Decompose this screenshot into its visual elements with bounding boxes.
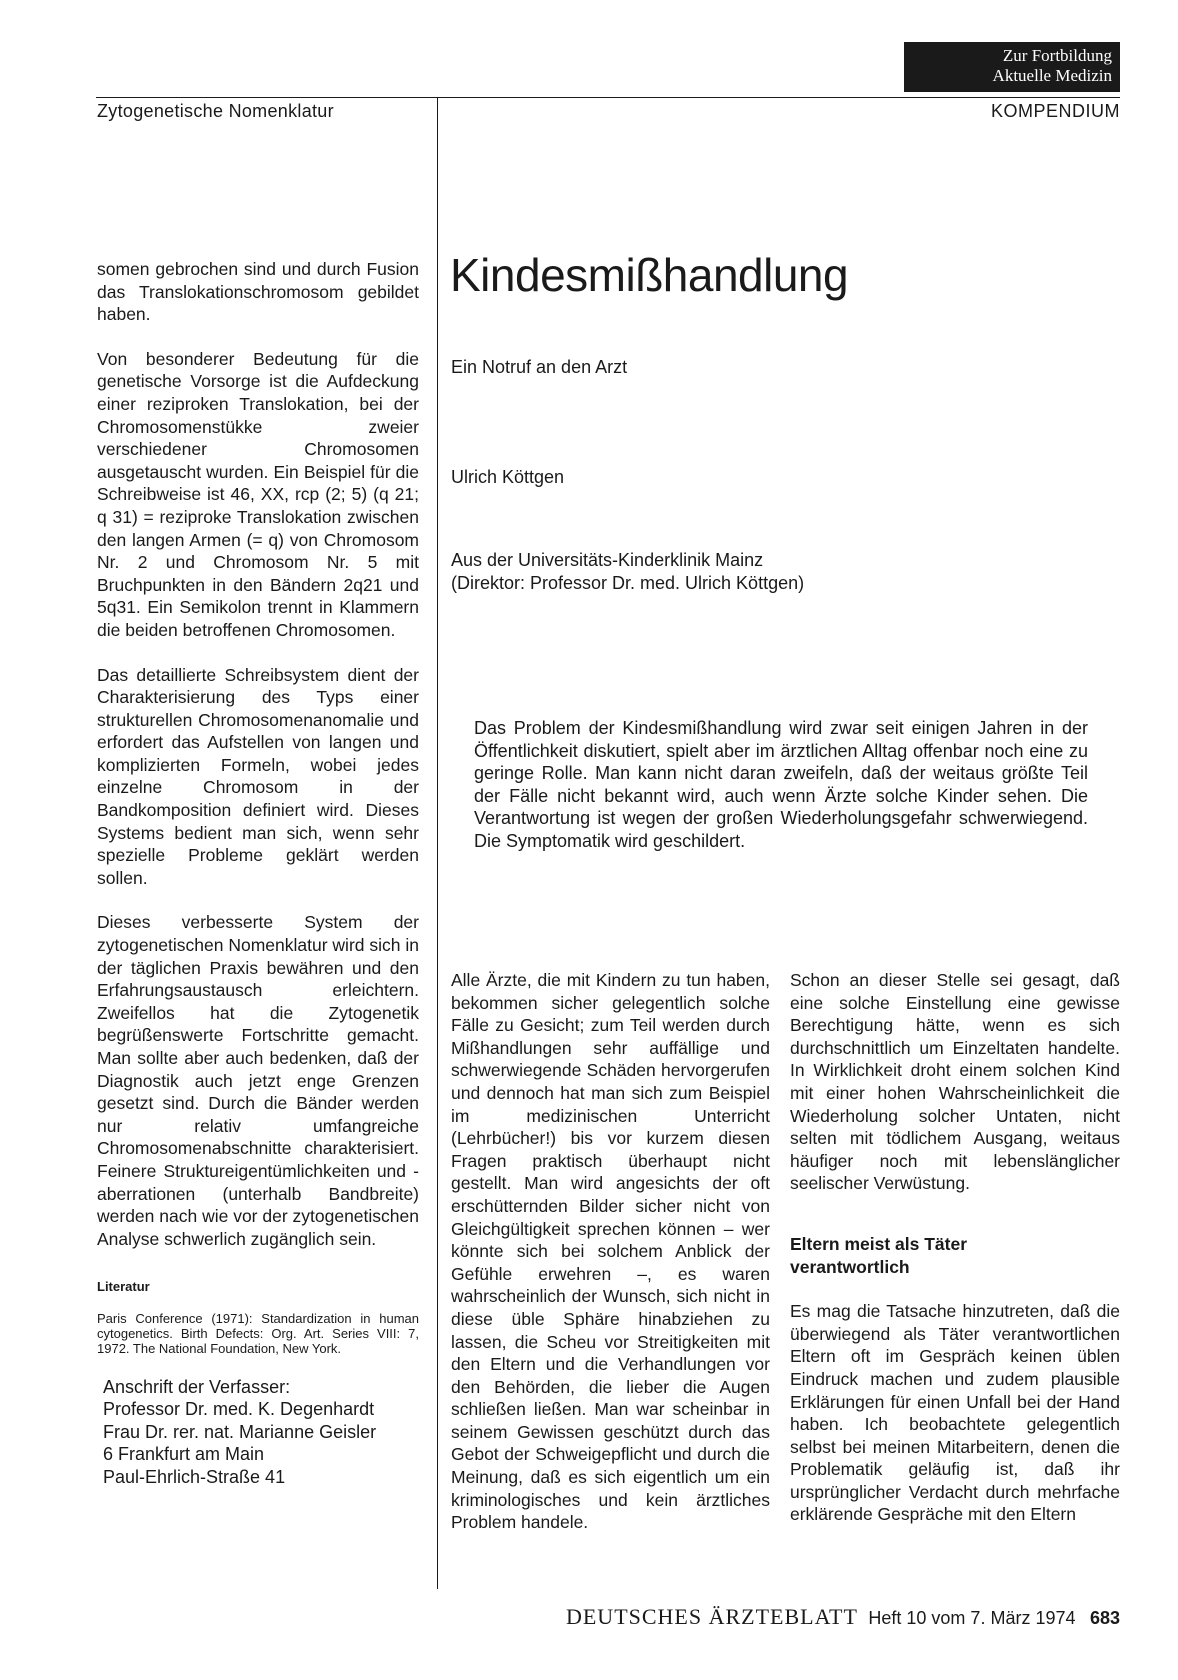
address-line: Paul-Ehrlich-Straße 41: [103, 1466, 286, 1487]
left-paragraph-2: Von besonderer Bedeutung für die genetische Vorsorge ist die Aufdeckung einer reziproken Translokation, bei der Chromosomenstükke zweier verschiedener Chromosomen ausgetauscht wurden. Ein Beispiel für die Schreibweise ist 46, XX, rcp (2; 5) (q 21; q 31) = reziproke Translokation zwischen den langen Armen (= q) von Chromosom Nr. 2 und Chromosom Nr. 5 mit Bruchpunkten in den Bändern 2q21 und 5q31. Ein Semikolon trennt in Klammern die beiden betroffenen Chromosomen.: [97, 348, 419, 640]
address-line: Frau Dr. rer. nat. Marianne Geisler: [103, 1421, 377, 1442]
right-paragraph-2: Es mag die Tatsache hinzutreten, daß die überwiegend als Täter verantwortlichen Eltern oft im Gespräch keinen üblen Eindruck machen und zudem plausible Erklärungen für einen Unfall bei der Hand haben. Ich beobachtete gelegentlich selbst bei meinen Mitarbeitern, denen die Problematik geläufig ist, daß ihr ursprünglicher Verdacht durch mehrfache erklärende Gespräche mit den Eltern: [790, 1301, 1120, 1525]
author-affiliation: [451, 549, 804, 595]
literature-heading: Literatur: [97, 1279, 150, 1295]
affiliation-line-1: Aus der Universitäts-Kinderklinik Mainz: [451, 550, 764, 570]
page-footer: [494, 1604, 1120, 1630]
running-title: Zytogenetische Nomenklatur: [97, 101, 334, 121]
right-paragraph-1: Schon an dieser Stelle sei gesagt, daß eine solche Einstellung eine gewisse Berechtigung hätte, wenn es sich durchschnittlich um Einzeltaten handelte. In Wirklichkeit droht einem solchen Kind mit einer hohen Wahrscheinlichkeit die Wiederholung solcher Untaten, nicht selten mit tödlichem Ausgang, weitaus häufiger noch mit lebenslänglicher seelischer Verwüstung.: [790, 970, 1120, 1194]
address-line: 6 Frankfurt am Main: [103, 1444, 265, 1465]
middle-column: [451, 969, 770, 1556]
journal-name: DEUTSCHES ÄRZTEBLATT: [565, 1604, 858, 1629]
section-label: KOMPENDIUM: [990, 101, 1120, 121]
left-paragraph-1: somen gebrochen sind und durch Fusion das Translokationschromosom gebildet haben.: [97, 259, 419, 325]
subheading-line-2: verantwortlich: [790, 1256, 910, 1277]
section-badge: [904, 42, 1120, 92]
address-line: Professor Dr. med. K. Degenhardt: [103, 1399, 375, 1420]
badge-line-1: Zur Fortbildung: [1002, 46, 1112, 65]
badge-line-2: Aktuelle Medizin: [992, 66, 1112, 85]
article-abstract: Das Problem der Kindesmißhandlung wird zwar seit einigen Jahren in der Öffentlichkeit diskutiert, spielt aber im ärztlichen Alltag offenbar noch eine zu geringe Rolle. Man kann nicht daran zweifeln, daß der weitaus größte Teil der Fälle nicht bekannt wird, auch wenn Ärzte solche Kinder sehen. Die Verantwortung ist wegen der großen Wiederholungsgefahr schwerwiegend. Die Symptomatik wird geschildert.: [474, 718, 1088, 851]
middle-paragraph: Alle Ärzte, die mit Kindern zu tun haben, bekommen sicher gelegentlich solche Fälle zu Gesicht; zum Teil werden durch Mißhandlungen sehr auffällige und schwerwiegende Schäden hervorgerufen und dennoch hat man sich zum Beispiel im medizinischen Unterricht (Lehrbücher!) bis vor kurzem diesen Fragen praktisch überhaupt nicht gestellt. Man wird angesichts der oft erschütternden Bilder sicher nicht von Gleichgültigkeit sprechen können – wer könnte sich bei solchem Anblick der Gefühle erwehren –, es waren wahrscheinlich der Wunsch, sich nicht in diese üble Sphäre hinabziehen zu lassen, die Scheu vor Streitigkeiten mit den Eltern und die Verhandlungen vor den Behörden, die lieber die Augen schließen ließen. Man war scheinbar in seinem Gewissen geschützt durch das Gebot der Schweigepflicht und durch die Meinung, daß es sich eigentlich um ein kriminologisches und kein ärztliches Problem handele.: [451, 970, 770, 1533]
page-number: 683: [1089, 1608, 1120, 1628]
literature-reference: Paris Conference (1971): Standardization in human cytogenetics. Birth Defects: Org. Art. Series VIII: 7, 1972. The National Foundation, New York.: [97, 1310, 419, 1356]
article-title: Kindesmißhandlung: [450, 249, 849, 301]
left-column: [97, 258, 419, 1488]
section-subheading: [790, 1233, 1120, 1278]
left-paragraph-4: Dieses verbesserte System der zytogenetischen Nomenklatur wird sich in der täglichen Praxis bewähren und den Erfahrungsaustausch erleichtern. Zweifellos hat die Zytogenetik begrüßenswerte Fortschritte gemacht. Man sollte aber auch bedenken, daß der Diagnostik auch jetzt enge Grenzen gesetzt sind. Durch die Bänder werden nur relativ umfangreiche Chromosomenabschnitte charakterisiert. Feinere Struktureigentümlichkeiten und -aberrationen (unterhalb Bandbreite) werden nach wie vor der zytogenetischen Analyse schwerlich zugänglich sein.: [97, 912, 419, 1249]
article-subtitle: Ein Notruf an den Arzt: [451, 357, 628, 377]
left-paragraph-3: Das detaillierte Schreibsystem dient der Charakterisierung des Typs einer strukturellen Chromosomenanomalie und erfordert das Aufstellen von langen und komplizierten Formeln, wobei jedes einzelne Chromosom in der Bandkomposition definiert wird. Dieses Systems bedient man sich, wenn sehr spezielle Probleme geklärt werden sollen.: [97, 664, 419, 888]
right-column: [790, 969, 1120, 1548]
article-author: Ulrich Köttgen: [451, 467, 565, 487]
address-line: Anschrift der Verfasser:: [103, 1376, 291, 1397]
affiliation-line-2: (Direktor: Professor Dr. med. Ulrich Köttgen): [451, 573, 805, 593]
issue-info: Heft 10 vom 7. März 1974: [868, 1608, 1076, 1628]
author-address: [97, 1376, 419, 1489]
subheading-line-1: Eltern meist als Täter: [790, 1233, 968, 1254]
column-divider: [437, 97, 438, 1589]
header-rule: [96, 97, 1120, 98]
